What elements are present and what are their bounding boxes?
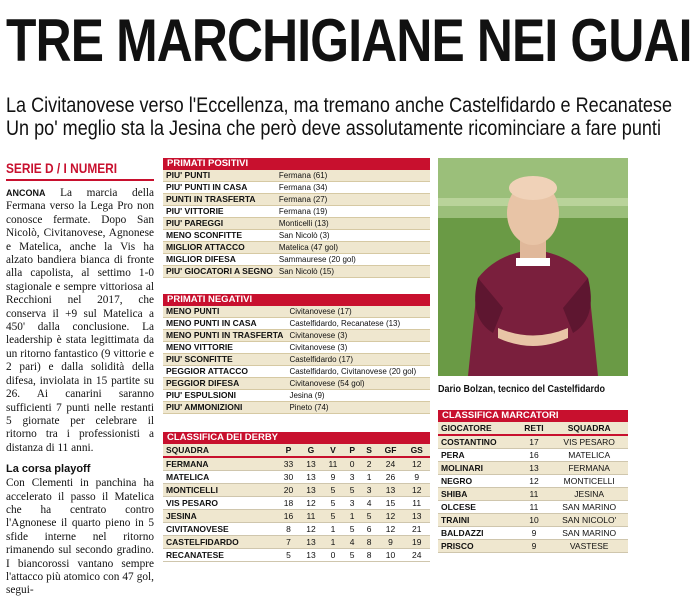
table-cell: OLCESE [438, 501, 518, 514]
table-cell: VIS PESARO [163, 497, 277, 510]
table-cell: MATELICA [550, 449, 628, 462]
table-cell: 10 [378, 549, 404, 562]
table-cell: 10 [518, 514, 551, 527]
table-cell: 13 [300, 471, 322, 484]
table-cell: 12 [403, 484, 430, 497]
table-row [163, 254, 430, 266]
table-cell: 21 [403, 523, 430, 536]
table-row [163, 510, 430, 523]
table-row [163, 218, 430, 230]
primati-negativi-table [163, 306, 430, 414]
table-cell: BALDAZZI [438, 527, 518, 540]
table-cell: 7 [277, 536, 299, 549]
col-header: G [300, 444, 322, 457]
marcatori-title: CLASSIFICA MARCATORI [438, 410, 628, 422]
table-row [163, 366, 430, 378]
table-cell: 11 [518, 501, 551, 514]
table-cell: 9 [518, 540, 551, 553]
table-cell: JESINA [163, 510, 277, 523]
table-row [163, 390, 430, 402]
row-label: MENO PUNTI IN TRASFERTA [163, 330, 286, 342]
table-row [438, 449, 628, 462]
table-cell: PRISCO [438, 540, 518, 553]
row-label: MIGLIOR DIFESA [163, 254, 276, 266]
table-cell: 5 [344, 523, 361, 536]
table-cell: 12 [518, 475, 551, 488]
row-label: PIU' VITTORIE [163, 206, 276, 218]
col-header: GS [403, 444, 430, 457]
col-header: GIOCATORE [438, 422, 518, 435]
table-cell: SAN MARINO [550, 527, 628, 540]
primati-negativi-title: PRIMATI NEGATIVI [163, 294, 430, 306]
table-row [163, 342, 430, 354]
row-value: Civitanovese (54 gol) [286, 378, 430, 390]
table-cell: 13 [300, 484, 322, 497]
row-value: Jesina (9) [286, 390, 430, 402]
table-cell: SAN NICOLO' [550, 514, 628, 527]
table-cell: PERA [438, 449, 518, 462]
table-row [163, 182, 430, 194]
table-cell: 13 [403, 510, 430, 523]
table-row [163, 170, 430, 182]
table-cell: 11 [300, 510, 322, 523]
headline: TRE MARCHIGIANE NEI GUAI [6, 7, 692, 74]
derby-table [163, 444, 430, 562]
table-cell: FERMANA [163, 457, 277, 471]
table-cell: 12 [403, 457, 430, 471]
row-value: Castelfidardo (17) [286, 354, 430, 366]
article-paragraph-2: Con Clementi in panchina ha accelerato il passo il Matelica che ha centrato contro l'Agnonese il quarto pieno in 5 sfide interne nel ritorno rimanendo sul secondo gradino. I biancorossi vantano sempre l'attacco più atomico con 47 gol, segui- [6, 477, 154, 597]
dateline: ANCONA [6, 188, 46, 198]
row-label: PIU' PUNTI [163, 170, 276, 182]
row-label: PEGGIOR DIFESA [163, 378, 286, 390]
table-cell: 5 [344, 484, 361, 497]
row-value: Castelfidardo, Civitanovese (20 gol) [286, 366, 430, 378]
table-row [163, 457, 430, 471]
row-label: MENO SCONFITTE [163, 230, 276, 242]
marcatori-box [438, 410, 628, 553]
table-cell: 6 [361, 523, 378, 536]
table-cell: JESINA [550, 488, 628, 501]
table-cell: 18 [277, 497, 299, 510]
row-value: Castelfidardo, Recanatese (13) [286, 318, 430, 330]
table-cell: 16 [518, 449, 551, 462]
col-header: RETI [518, 422, 551, 435]
table-cell: 3 [344, 471, 361, 484]
col-header: V [322, 444, 344, 457]
table-cell: 24 [378, 457, 404, 471]
row-value: Fermana (19) [276, 206, 430, 218]
table-cell: VIS PESARO [550, 435, 628, 449]
table-row [163, 330, 430, 342]
marcatori-table [438, 422, 628, 553]
table-row [438, 540, 628, 553]
table-row [438, 435, 628, 449]
derby-title: CLASSIFICA DEI DERBY [163, 432, 430, 444]
row-value: Sammaurese (20 gol) [276, 254, 430, 266]
row-label: PIU' PUNTI IN CASA [163, 182, 276, 194]
table-cell: MONTICELLI [550, 475, 628, 488]
table-row [438, 514, 628, 527]
table-cell: 5 [322, 484, 344, 497]
article-text-1: La marcia della Fermana verso la Lega Pro non conosce fermate. Dopo San Nicolò, Civitanovese, Agnonese e Matelica, anche la Vis ha alzato bandiera bianca di fronte alla capolista, al settimo 1-0 stagionale e sempre vittoriosa al Recchioni nel 2017, che conserva il +9 sul Matelica a 450' dalla conclusione. La leadership è stata legittimata da un ritorno fantastico (9 vittorie e 2 pari) e dalla solidità della difesa, inviolata in 15 partite su 26. Ai canarini saranno sufficienti 7 punti nelle restanti 5 giornate per celebrare il ritorno tra i professionisti a distanza di 11 anni. [6, 187, 155, 454]
table-cell: 26 [378, 471, 404, 484]
table-cell: CASTELFIDARDO [163, 536, 277, 549]
article-column [6, 160, 155, 597]
table-cell: 15 [378, 497, 404, 510]
table-cell: 5 [361, 510, 378, 523]
coach-photo-illustration [438, 158, 628, 376]
table-cell: 12 [300, 523, 322, 536]
derby-header-row [163, 444, 430, 457]
table-row [163, 354, 430, 366]
table-cell: 13 [300, 536, 322, 549]
primati-positivi-title: PRIMATI POSITIVI [163, 158, 430, 170]
photo-caption: Dario Bolzan, tecnico del Castelfidardo [438, 384, 606, 395]
row-value: Civitanovese (3) [286, 342, 430, 354]
table-cell: 30 [277, 471, 299, 484]
col-header: GF [378, 444, 404, 457]
table-cell: 1 [322, 523, 344, 536]
primati-positivi-table [163, 170, 430, 278]
table-cell: 0 [344, 457, 361, 471]
row-value: Civitanovese (3) [286, 330, 430, 342]
table-row [163, 194, 430, 206]
table-cell: TRAINI [438, 514, 518, 527]
row-label: MIGLIOR ATTACCO [163, 242, 276, 254]
table-cell: 13 [518, 462, 551, 475]
table-cell: 13 [378, 484, 404, 497]
table-row [163, 471, 430, 484]
table-cell: 12 [300, 497, 322, 510]
table-cell: 20 [277, 484, 299, 497]
col-header: SQUADRA [550, 422, 628, 435]
row-label: MENO PUNTI [163, 306, 286, 318]
primati-positivi-box [163, 158, 430, 278]
deck-line-1: La Civitanovese verso l'Eccellenza, ma tremano anche Castelfidardo e Recanatese [6, 94, 673, 117]
table-row [163, 484, 430, 497]
col-header: SQUADRA [163, 444, 277, 457]
table-row [438, 501, 628, 514]
table-row [163, 318, 430, 330]
table-cell: 11 [403, 497, 430, 510]
table-cell: 1 [322, 536, 344, 549]
table-cell: 24 [403, 549, 430, 562]
table-cell: 1 [344, 510, 361, 523]
table-cell: RECANATESE [163, 549, 277, 562]
table-cell: 5 [344, 549, 361, 562]
table-cell: MOLINARI [438, 462, 518, 475]
table-cell: 33 [277, 457, 299, 471]
row-value: San Nicolò (15) [276, 266, 430, 278]
table-cell: 8 [361, 536, 378, 549]
col-header: P [277, 444, 299, 457]
table-cell: FERMANA [550, 462, 628, 475]
table-row [163, 523, 430, 536]
deck-line-2: Un po' meglio sta la Jesina che però deve assolutamente ricominciare a fare punti [6, 117, 661, 140]
table-cell: CIVITANOVESE [163, 523, 277, 536]
table-cell: 17 [518, 435, 551, 449]
marcatori-header-row [438, 422, 628, 435]
table-row [438, 475, 628, 488]
row-label: PIU' GIOCATORI A SEGNO [163, 266, 276, 278]
table-cell: SHIBA [438, 488, 518, 501]
derby-box [163, 432, 430, 562]
table-cell: 8 [277, 523, 299, 536]
table-cell: MONTICELLI [163, 484, 277, 497]
coach-photo [438, 158, 628, 376]
table-cell: 11 [518, 488, 551, 501]
table-row [438, 488, 628, 501]
table-cell: 9 [322, 471, 344, 484]
row-value: Civitanovese (17) [286, 306, 430, 318]
table-row [163, 206, 430, 218]
row-label: PIU' AMMONIZIONI [163, 402, 286, 414]
table-cell: 9 [378, 536, 404, 549]
table-cell: 12 [378, 523, 404, 536]
table-cell: SAN MARINO [550, 501, 628, 514]
article-subhead: La corsa playoff [6, 463, 91, 476]
table-cell: 0 [322, 549, 344, 562]
table-cell: 13 [300, 549, 322, 562]
table-cell: 16 [277, 510, 299, 523]
row-value: Pineto (74) [286, 402, 430, 414]
row-value: Fermana (27) [276, 194, 430, 206]
table-cell: 9 [403, 471, 430, 484]
table-row [163, 378, 430, 390]
table-cell: 5 [322, 497, 344, 510]
row-value: Matelica (47 gol) [276, 242, 430, 254]
row-value: Monticelli (13) [276, 218, 430, 230]
row-label: PIU' SCONFITTE [163, 354, 286, 366]
primati-negativi-box [163, 294, 430, 414]
row-value: Fermana (61) [276, 170, 430, 182]
table-cell: 5 [322, 510, 344, 523]
row-label: MENO VITTORIE [163, 342, 286, 354]
table-row [438, 527, 628, 540]
section-rule [6, 179, 154, 181]
table-cell: 19 [403, 536, 430, 549]
section-title: SERIE D / I NUMERI [6, 160, 118, 176]
row-label: PIU' ESPULSIONI [163, 390, 286, 402]
col-header: S [361, 444, 378, 457]
table-row [163, 242, 430, 254]
article-paragraph-1 [6, 187, 154, 455]
table-cell: 13 [300, 457, 322, 471]
table-cell: VASTESE [550, 540, 628, 553]
table-cell: 5 [277, 549, 299, 562]
table-cell: 1 [361, 471, 378, 484]
table-cell: 3 [344, 497, 361, 510]
row-label: PEGGIOR ATTACCO [163, 366, 286, 378]
row-value: San Nicolò (3) [276, 230, 430, 242]
table-cell: 4 [361, 497, 378, 510]
table-cell: NEGRO [438, 475, 518, 488]
table-row [163, 306, 430, 318]
table-cell: 11 [322, 457, 344, 471]
table-cell: 9 [518, 527, 551, 540]
table-row [163, 549, 430, 562]
table-cell: MATELICA [163, 471, 277, 484]
table-row [163, 402, 430, 414]
table-row [438, 462, 628, 475]
col-header: P [344, 444, 361, 457]
table-cell: 8 [361, 549, 378, 562]
row-value: Fermana (34) [276, 182, 430, 194]
table-cell: COSTANTINO [438, 435, 518, 449]
table-row [163, 230, 430, 242]
table-row [163, 266, 430, 278]
row-label: PIU' PAREGGI [163, 218, 276, 230]
row-label: MENO PUNTI IN CASA [163, 318, 286, 330]
table-cell: 12 [378, 510, 404, 523]
table-cell: 4 [344, 536, 361, 549]
table-cell: 2 [361, 457, 378, 471]
table-row [163, 536, 430, 549]
table-row [163, 497, 430, 510]
table-cell: 3 [361, 484, 378, 497]
row-label: PUNTI IN TRASFERTA [163, 194, 276, 206]
